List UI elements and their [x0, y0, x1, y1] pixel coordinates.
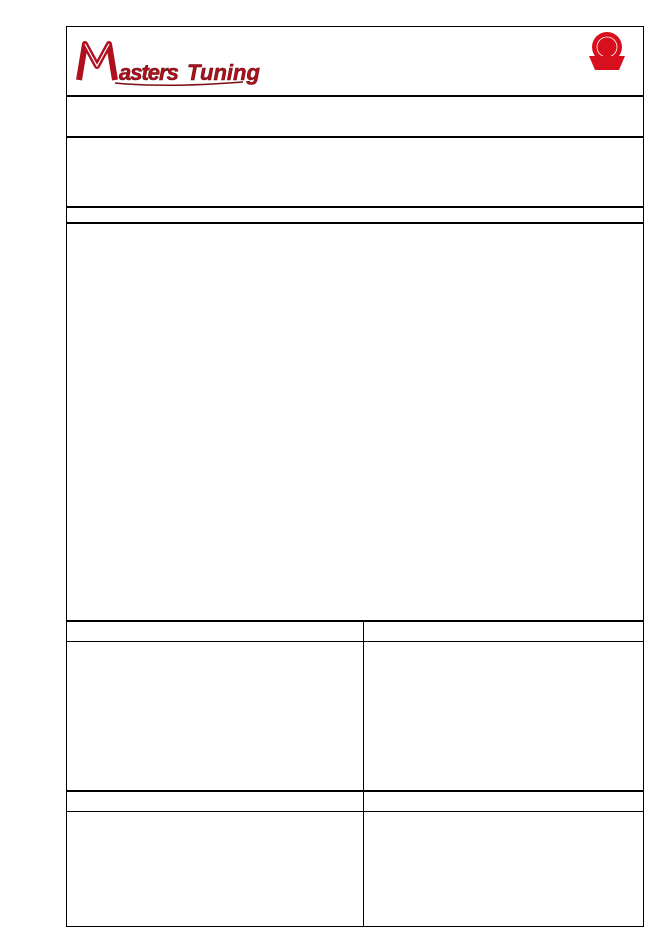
power-param-row: [67, 668, 363, 680]
env-param-row: [364, 692, 643, 704]
power-param-row: [67, 644, 363, 656]
env-param-row: [364, 720, 643, 732]
svg-text:Tuning: Tuning: [187, 60, 260, 85]
env-param-row: [364, 668, 643, 680]
svg-text:asters: asters: [119, 60, 178, 85]
maha-logo: [581, 30, 633, 82]
env-params-panel: [364, 622, 643, 790]
power-params-panel: [67, 622, 364, 790]
power-param-row: [67, 720, 363, 732]
power-param-row: [67, 680, 363, 692]
power-param-row: [67, 692, 363, 704]
power-torque-chart: [67, 224, 643, 620]
power-param-row: [67, 736, 363, 748]
power-param-row: [67, 708, 363, 720]
masters-tuning-logo: [75, 36, 260, 88]
chart-box: [66, 223, 644, 621]
env-param-row: [364, 708, 643, 720]
env-param-row: [364, 656, 643, 668]
vehicle-box: [66, 96, 644, 137]
slip-panel: [67, 792, 364, 926]
mass-panel: [364, 792, 643, 926]
slip-mass-box: [66, 791, 644, 927]
date-box: [66, 207, 644, 223]
tuning-box: [66, 137, 644, 207]
header-box: [66, 26, 644, 96]
power-param-row: [67, 656, 363, 668]
params-box: [66, 621, 644, 791]
env-param-row: [364, 680, 643, 692]
env-param-row: [364, 644, 643, 656]
